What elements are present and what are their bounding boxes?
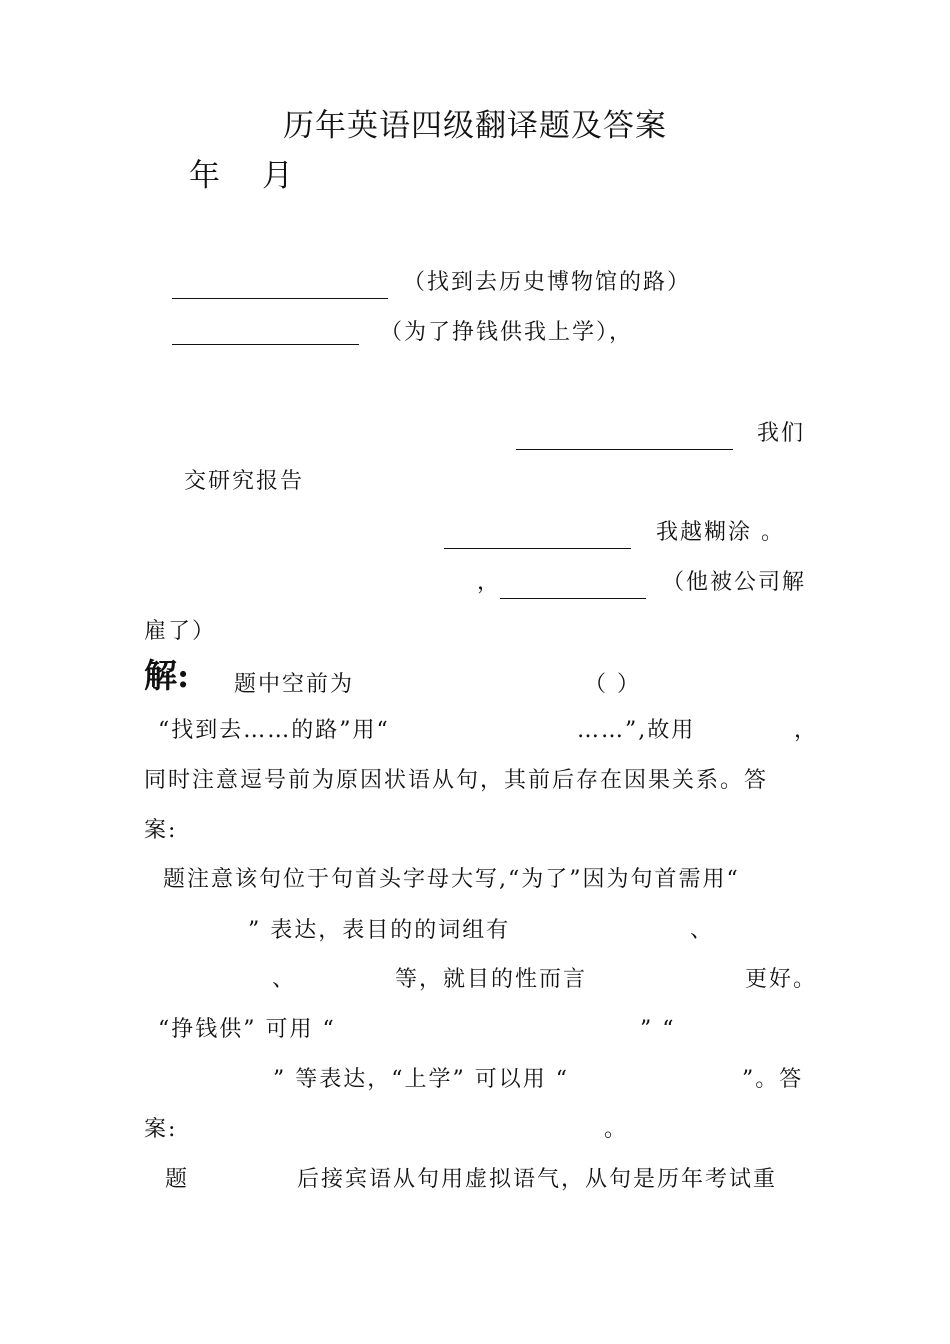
solution-line-3: 同时注意逗号前为原因状语从句，其前后存在因果关系。答 <box>144 768 769 793</box>
solution-line-5: 题注意该句位于句首头字母大写,“为了”因为句首需用“ <box>163 867 740 892</box>
document-title: 历年英语四级翻译题及答案 <box>283 108 667 144</box>
answer-blank-4 <box>444 548 631 549</box>
solution-line-2b: ……”,故用 <box>577 718 696 743</box>
date-year: 年 <box>189 158 220 194</box>
solution-line-1a: 题中空前为 <box>234 672 355 697</box>
answer-blank-3 <box>516 449 733 450</box>
solution-line-11a: 题 <box>165 1167 190 1192</box>
answer-blank-2 <box>172 344 359 345</box>
question-5-comma: ， <box>477 570 502 595</box>
solution-label: 解: <box>144 656 190 695</box>
solution-line-10b: 。 <box>604 1117 629 1142</box>
question-3-end: 我们 <box>757 421 806 446</box>
question-5-hint: （他被公司解 <box>662 570 807 595</box>
solution-line-2a: “找到去……的路”用“ <box>158 718 390 743</box>
solution-line-2c: ， <box>794 718 819 743</box>
solution-line-9a: ” 等表达，“上学” 可以用 “ <box>273 1067 569 1092</box>
solution-line-8b: ” “ <box>640 1017 676 1042</box>
question-3-continuation: 交研究报告 <box>184 469 305 494</box>
solution-line-7b: 等，就目的性而言 <box>395 967 588 992</box>
question-5-continuation: 雇了） <box>144 619 217 644</box>
solution-line-7c: 更好。 <box>745 967 818 992</box>
solution-line-10a: 案: <box>144 1117 178 1142</box>
solution-line-8a: “挣钱供” 可用 “ <box>158 1017 336 1042</box>
solution-line-7a: 、 <box>272 967 297 992</box>
solution-line-4: 案: <box>144 818 178 843</box>
question-1-hint: （找到去历史博物馆的路） <box>403 270 692 295</box>
solution-line-1b: （ ） <box>584 672 641 697</box>
answer-blank-5 <box>500 598 646 599</box>
solution-line-11b: 后接宾语从句用虚拟语气，从句是历年考试重 <box>297 1167 778 1192</box>
question-4-hint: 我越糊涂 。 <box>656 520 785 545</box>
answer-blank-1 <box>172 298 388 299</box>
solution-line-9b: ”。答 <box>742 1067 804 1092</box>
question-2-hint: （为了挣钱供我上学）， <box>380 320 634 345</box>
date-month: 月 <box>262 158 293 194</box>
solution-line-6a: ” 表达，表目的的词组有 <box>248 918 511 943</box>
solution-line-6b: 、 <box>690 918 715 943</box>
